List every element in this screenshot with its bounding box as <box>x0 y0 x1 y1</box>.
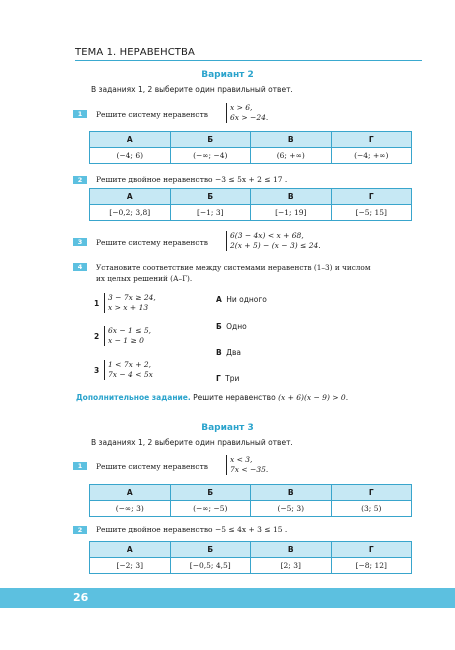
system-row: 7x − 4 < 5x <box>108 370 153 379</box>
system-number: 2 <box>94 332 100 341</box>
answer-table <box>89 484 412 517</box>
answer-header: Г <box>331 189 412 205</box>
answer-header: А <box>90 542 171 558</box>
option-text: Три <box>225 374 240 383</box>
inequality-system <box>226 231 321 251</box>
answer-header: В <box>251 542 332 558</box>
match-option <box>216 322 247 331</box>
match-option <box>216 295 267 304</box>
task-text: Решите систему неравенств <box>96 110 208 119</box>
answer-cell: [−2; 3] <box>90 558 171 574</box>
variant-2-title: Вариант 2 <box>201 70 254 80</box>
system-row: 1 < 7x + 2, <box>108 360 152 369</box>
system-number: 1 <box>94 299 100 308</box>
answer-table <box>89 541 412 574</box>
task-number-badge: 4 <box>73 263 87 271</box>
task-number-badge: 2 <box>73 176 87 184</box>
match-option <box>216 374 239 383</box>
answer-cell: (6; +∞) <box>251 148 332 164</box>
system-row: 6(3 − 4x) < x + 68, <box>230 231 304 240</box>
answer-header: В <box>251 189 332 205</box>
task-text: Решите систему неравенств <box>96 462 208 471</box>
answer-cell: [−0,2; 3,8] <box>90 205 171 221</box>
answer-header: Г <box>331 542 412 558</box>
extra-task <box>76 393 348 402</box>
option-letter: Б <box>216 322 222 331</box>
task-text-continued: их целых решений (А–Г). <box>96 274 193 283</box>
match-option <box>216 348 241 357</box>
task-number-badge: 3 <box>73 238 87 246</box>
task-text: Решите двойное неравенство −3 ≤ 5x + 2 ≤ 17 . <box>96 175 288 184</box>
extra-task-text: Решите неравенство <box>193 393 276 402</box>
extra-task-expression: (x + 6)(x − 9) > 0. <box>278 393 349 402</box>
inequality-system <box>104 326 151 346</box>
system-row: 6x > −24. <box>230 113 269 122</box>
answer-table <box>89 188 412 221</box>
option-text: Два <box>226 348 241 357</box>
answer-header: В <box>251 132 332 148</box>
variant-2-instruction: В заданиях 1, 2 выберите один правильный ответ. <box>91 85 293 94</box>
answer-cell: (−∞; −4) <box>170 148 251 164</box>
option-text: Ни одного <box>226 295 267 304</box>
answer-header: Б <box>170 132 251 148</box>
system-row: 2(x + 5) − (x − 3) ≤ 24. <box>230 241 321 250</box>
task-text: Установите соответствие между системами неравенств (1–3) и числом <box>96 263 371 272</box>
answer-header: Б <box>170 542 251 558</box>
answer-cell: [−0,5; 4,5] <box>170 558 251 574</box>
option-text: Одно <box>226 322 247 331</box>
answer-cell: [−5; 15] <box>331 205 412 221</box>
inequality-system <box>226 455 268 475</box>
answer-cell: (3; 5) <box>331 501 412 517</box>
answer-header: Б <box>170 189 251 205</box>
inequality-system <box>226 103 268 123</box>
system-row: x > 6, <box>230 103 253 112</box>
answer-header: А <box>90 485 171 501</box>
answer-cell: [−1; 19] <box>251 205 332 221</box>
footer-bar <box>0 588 455 608</box>
task-text: Решите систему неравенств <box>96 238 208 247</box>
variant-3-instruction: В заданиях 1, 2 выберите один правильный ответ. <box>91 438 293 447</box>
answer-header: А <box>90 132 171 148</box>
answer-cell: [−1; 3] <box>170 205 251 221</box>
system-number: 3 <box>94 366 100 375</box>
system-row: x − 1 ≥ 0 <box>108 336 144 345</box>
extra-task-label: Дополнительное задание. <box>76 393 191 402</box>
variant-3-title: Вариант 3 <box>201 423 254 433</box>
page-header: ТЕМА 1. НЕРАВЕНСТВА <box>75 47 195 58</box>
answer-header: Г <box>331 132 412 148</box>
option-letter: Г <box>216 374 221 383</box>
inequality-system <box>104 360 153 380</box>
task-text: Решите двойное неравенство −5 ≤ 4x + 3 ≤ 15 . <box>96 525 288 534</box>
answer-header: Г <box>331 485 412 501</box>
answer-cell: (−5; 3) <box>251 501 332 517</box>
option-letter: В <box>216 348 222 357</box>
answer-header: Б <box>170 485 251 501</box>
task-number-badge: 1 <box>73 110 87 118</box>
header-divider <box>75 60 422 61</box>
answer-cell: (−4; +∞) <box>331 148 412 164</box>
system-row: x > x + 13 <box>108 303 149 312</box>
system-row: x < 3, <box>230 455 253 464</box>
answer-header: В <box>251 485 332 501</box>
answer-cell: [−8; 12] <box>331 558 412 574</box>
task-number-badge: 2 <box>73 526 87 534</box>
system-row: 6x − 1 ≤ 5, <box>108 326 152 335</box>
answer-cell: (−∞; −5) <box>170 501 251 517</box>
system-row: 3 − 7x ≥ 24, <box>108 293 156 302</box>
answer-cell: [2; 3] <box>251 558 332 574</box>
option-letter: А <box>216 295 222 304</box>
answer-table <box>89 131 412 164</box>
system-row: 7x < −35. <box>230 465 269 474</box>
answer-header: А <box>90 189 171 205</box>
page-number: 26 <box>73 591 89 604</box>
answer-cell: (−4; 6) <box>90 148 171 164</box>
task-number-badge: 1 <box>73 462 87 470</box>
inequality-system <box>104 293 156 313</box>
answer-cell: (−∞; 3) <box>90 501 171 517</box>
